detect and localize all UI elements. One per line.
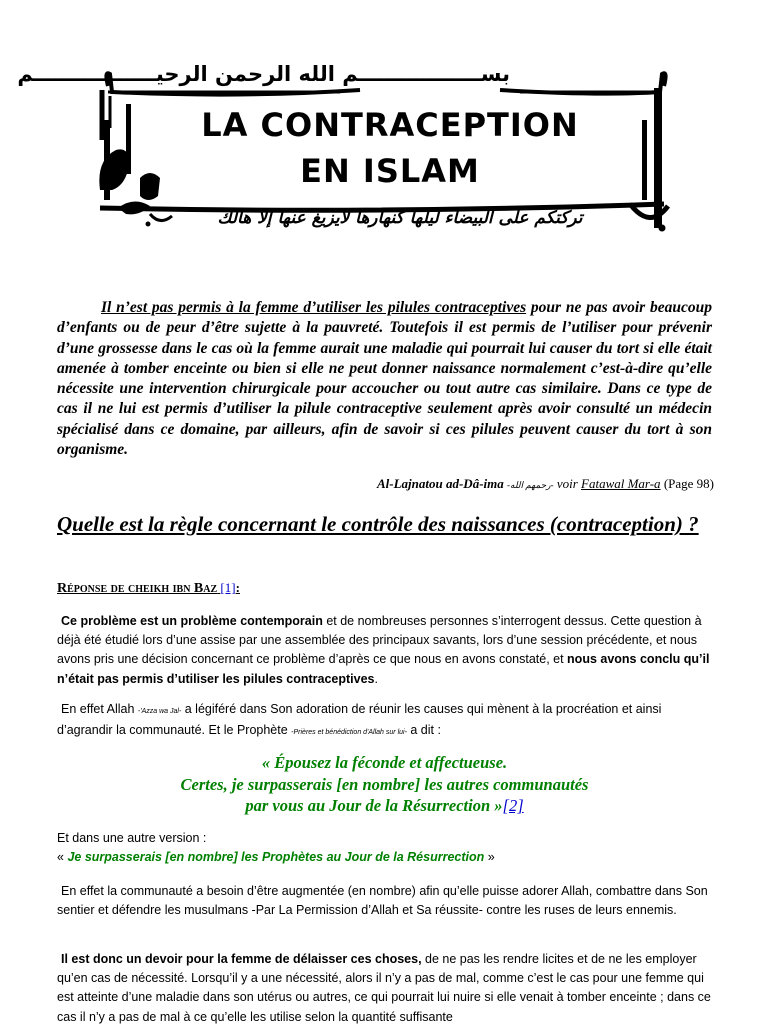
source-voir: voir xyxy=(553,476,582,491)
other-version-close: » xyxy=(484,850,495,865)
source-book-link[interactable]: Fatawal Mar-a xyxy=(581,476,661,491)
arabic-motto: تركتكم على البيضاء ليلها كنهارها لايزيغ عنها إلا هالك xyxy=(217,208,583,228)
hadith-line-1: « Épousez la féconde et affectueuse. xyxy=(261,753,508,772)
document-title-line1: LA CONTRACEPTION xyxy=(201,106,579,144)
intro-paragraph xyxy=(57,298,712,460)
source-honorific: -رحمهم الله- xyxy=(507,480,554,490)
paragraph-1-end: . xyxy=(374,671,378,686)
paragraph-4-bold-start: Il est donc un devoir pour la femme de délaisser ces choses, xyxy=(61,952,422,966)
paragraph-1-bold-start: Ce problème est un problème contemporain xyxy=(61,614,323,628)
paragraph-4 xyxy=(57,950,712,1027)
paragraph-4-rest: de ne pas les rendre licites et de ne les employer qu’en cas de nécessité. Lorsqu’il y a une nécessité, alors il n’y a pas de mal, comme c’est le cas pour une femme qui est atteinte d’une maladie dans son utérus ou autres, ce qui pourrait lui nuire si elle venait à tomber enceinte ; dans ce cas il n’y a pas de mal à ce qu’elle les utilise selon la quantité suffisante xyxy=(57,952,711,1024)
paragraph-3: En effet la communauté a besoin d’être augmentée (en nombre) afin qu’elle puisse adorer Allah, combattre dans Son sentier et défendre les musulmans -Par La Permission d’Allah et Sa réussite- contre les ruses de leurs ennemis. xyxy=(57,884,708,918)
paragraph-1 xyxy=(57,612,712,689)
paragraph-2-part3: a dit : xyxy=(406,723,441,738)
paragraph-1-bold-end: nous avons conclu qu’il n’était pas permis d’utiliser les pilules contraceptives xyxy=(57,652,710,686)
paragraph-2-part1: En effet Allah xyxy=(61,702,138,716)
other-version-open: « xyxy=(57,850,68,865)
hadith-line-2: Certes, je surpasserais [en nombre] les autres communautés xyxy=(180,774,589,794)
answer-heading xyxy=(57,580,712,597)
paragraph-1-middle: et de nombreuses personnes s’interrogent dessus. Cette question à déjà été étudié lors d’une assise par une assemblée des principaux savants, lors d’une session précédente, et nous avons pris une décision concernant ce problème d’après ce que nous en avons constaté, et xyxy=(57,614,702,667)
footnote-link-2[interactable]: [2] xyxy=(502,796,524,815)
other-version xyxy=(57,829,712,867)
intro-lead: Il n’est pas permis à la femme d’utiliser les pilules contraceptives xyxy=(101,299,527,316)
hadith-line-3: par vous au Jour de la Résurrection » xyxy=(245,796,503,815)
intro-source xyxy=(377,476,714,492)
allah-praise: -'Azza wa Jal- xyxy=(137,708,182,715)
answer-heading-label: Réponse de cheikh ibn Baz xyxy=(57,581,218,596)
source-author: Al-Lajnatou ad-Dâ-ima xyxy=(376,476,504,491)
question-heading: Quelle est la règle concernant le contrôle des naissances (contraception) ? xyxy=(57,512,699,536)
paragraph-2 xyxy=(57,700,712,742)
source-page: (Page 98) xyxy=(660,476,714,491)
answer-heading-colon: : xyxy=(235,580,240,595)
intro-rest: pour ne pas avoir beaucoup d’enfants ou de peur d’être sujette à la pauvreté. Toutefois il est permis de l’utiliser pour prévenir d’une grossesse dans le cas où la femme aurait une maladie qui pourrait lui causer du tort si elle était amenée à tomber enceinte ou bien si elle ne peut donner naissance normalement c’est-à-dire qu’elle nécessite une intervention chirurgicale pour accoucher ou tout autre cas similaire. Dans ce type de cas il ne lui est permis d’utiliser la pilule contraceptive seulement après avoir consulté un médecin spécialisé dans ce domaine, par ailleurs, afin de savoir si ces pilules peuvent causer du tort à son organisme. xyxy=(57,299,712,459)
hadith-quote xyxy=(57,752,712,817)
bismillah-text: بســـــــــــــــــم الله الرحمن الرحيـــــــــــــــــم xyxy=(17,62,510,86)
prophet-praise: -Prières et bénédiction d'Allah sur lui- xyxy=(291,729,407,737)
other-version-intro: Et dans une autre version : xyxy=(57,831,207,845)
paragraph-2-part2: a légiféré dans Son adoration de réunir les causes qui mènent à la procréation et ainsi d’agrandir la communauté. Et le Prophète xyxy=(57,702,662,738)
footnote-link-1[interactable]: [1] xyxy=(220,580,236,595)
header-banner xyxy=(0,0,768,270)
document-title-line2: EN ISLAM xyxy=(300,152,480,190)
other-version-quote: Je surpasserais [en nombre] les Prophètes au Jour de la Résurrection xyxy=(67,850,485,865)
